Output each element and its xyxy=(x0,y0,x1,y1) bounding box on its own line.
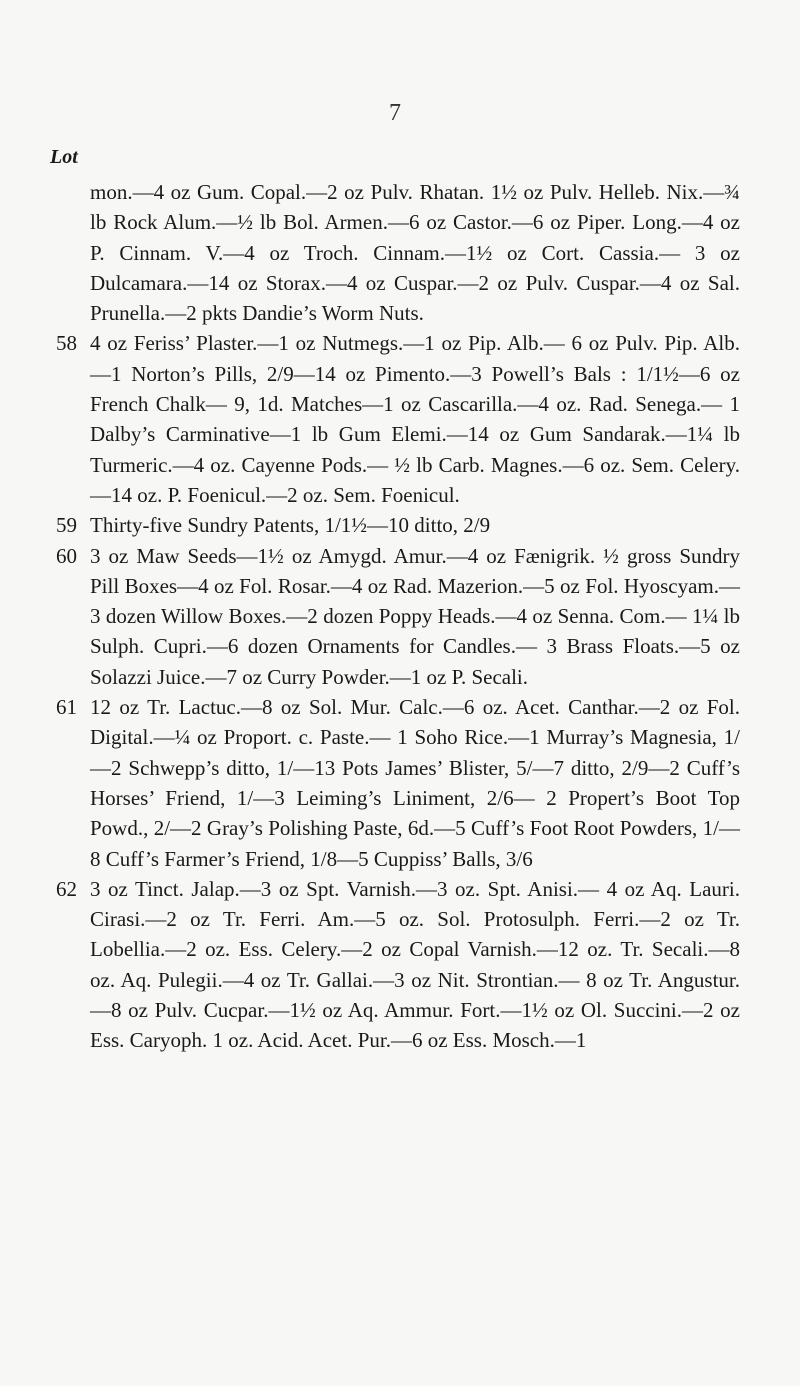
lot-description: Thirty-five Sundry Patents, 1/1½—10 ditto, 2/9 xyxy=(90,513,491,538)
lot-number: 62 xyxy=(56,876,77,901)
lot-entry-61 xyxy=(40,692,740,874)
lot-entry-58 xyxy=(40,328,740,510)
lot-entry-59 xyxy=(40,510,740,540)
lot-number: 61 xyxy=(56,695,77,720)
lot-description: 3 oz Tinct. Jalap.—3 oz Spt. Varnish.—3 oz. Spt. Anisi.— 4 oz Aq. Lauri. Cirasi.—2 oz Tr. Ferri. Am.—5 oz. Sol. Protosulph. Ferri.—2 oz Tr. Lobellia.—2 oz. Ess. Celery.—2 oz Copal Varnish.—12 oz. Tr. Secali.—8 oz. Aq. Pulegii.—4 oz Tr. Gallai.—3 oz Nit. Strontian.— 8 oz Tr. Angustur.—8 oz Pulv. Cucpar.—1½ oz Aq. Ammur. Fort.—1½ oz Ol. Succini.—2 oz Ess. Caryoph. 1 oz. Acid. Acet. Pur.—6 oz Ess. Mosch.—1 xyxy=(90,876,740,1053)
lot-description: mon.—4 oz Gum. Copal.—2 oz Pulv. Rhatan. 1½ oz Pulv. Helleb. Nix.—¾ lb Rock Alum.—½ lb Bol. Armen.—6 oz Castor.—6 oz Piper. Long.—4 oz P. Cinnam. V.—4 oz Troch. Cinnam.—1½ oz Cort. Cassia.— 3 oz Dulcamara.—14 oz Storax.—4 oz Cuspar.—2 oz Pulv. Cuspar.—4 oz Sal. Prunella.—2 pkts Dandie’s Worm Nuts. xyxy=(90,180,740,326)
lot-description: 4 oz Feriss’ Plaster.—1 oz Nutmegs.—1 oz Pip. Alb.— 6 oz Pulv. Pip. Alb.—1 Norton’s Pills, 2/9—14 oz Pimento.—3 Powell’s Bals : 1/1½—6 oz French Chalk— 9, 1d. Matches—1 oz Cascarilla.—4 oz. Rad. Senega.— 1 Dalby’s Carminative—1 lb Gum Elemi.—14 oz Gum Sandarak.—1¼ lb Turmeric.—4 oz. Cayenne Pods.— ½ lb Carb. Magnes.—6 oz. Sem. Celery.—14 oz. P. Foenicul.—2 oz. Sem. Foenicul. xyxy=(90,331,740,507)
lot-description: 3 oz Maw Seeds—1½ oz Amygd. Amur.—4 oz Fænigrik. ½ gross Sundry Pill Boxes—4 oz Fol. Rosar.—4 oz Rad. Mazerion.—5 oz Fol. Hyoscyam.—3 dozen Willow Boxes.—2 dozen Poppy Heads.—4 oz Senna. Com.— 1¼ lb Sulph. Cupri.—6 dozen Ornaments for Candles.— 3 Brass Floats.—5 oz Solazzi Juice.—7 oz Curry Powder.—1 oz P. Secali. xyxy=(90,543,740,689)
lot-entry-62 xyxy=(40,874,740,1056)
lot-entry-continued xyxy=(40,177,740,328)
lot-number: 60 xyxy=(56,543,77,568)
lot-description: 12 oz Tr. Lactuc.—8 oz Sol. Mur. Calc.—6 oz. Acet. Canthar.—2 oz Fol. Digital.—¼ oz Proport. c. Paste.— 1 Soho Rice.—1 Murray’s Magnesia, 1/—2 Schwepp’s ditto, 1/—13 Pots James’ Blister, 5/—7 ditto, 2/9—2 Cuff’s Horses’ Friend, 1/—3 Leiming’s Liniment, 2/6— 2 Propert’s Boot Top Powd., 2/—2 Gray’s Polishing Paste, 6d.—5 Cuff’s Foot Root Powders, 1/—8 Cuff’s Farmer’s Friend, 1/8—5 Cuppiss’ Balls, 3/6 xyxy=(90,695,740,871)
lot-number: 58 xyxy=(56,331,77,356)
lot-list xyxy=(40,177,740,1056)
page-number: 7 xyxy=(389,100,401,126)
lot-number: 59 xyxy=(56,513,77,538)
lot-entry-60 xyxy=(40,541,740,692)
lot-column-heading: Lot xyxy=(50,146,78,168)
